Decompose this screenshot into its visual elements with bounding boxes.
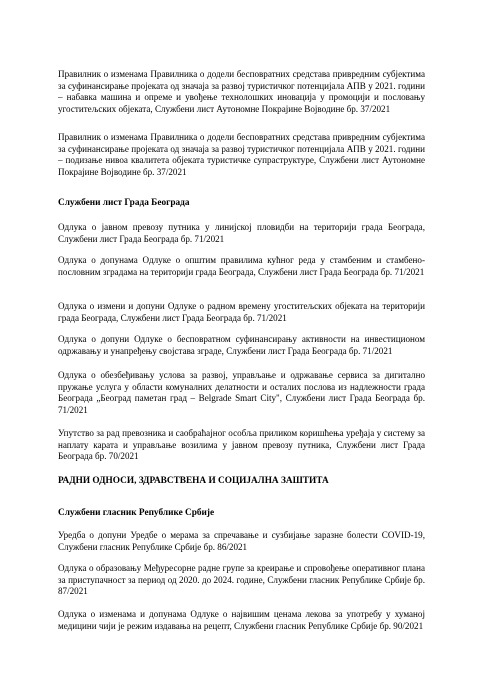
regulation-paragraph: Одлука о измени и допуни Одлуке о радном времену угоститељских објеката на територији града Београда, Службени лист Града Београда бр. 71/2021 <box>58 301 425 323</box>
section-subheading: Службени гласник Републике Србије <box>58 508 215 518</box>
section-subheading: Службени лист Града Београда <box>58 198 190 208</box>
regulation-paragraph: Одлука о допунама Одлуке о општим правилима кућног реда у стамбеним и стамбено-пословним зградама на територији града Београда, Службени лист Града Београда бр. 71/2021 <box>58 255 425 277</box>
section-heading: РАДНИ ОДНОСИ, ЗДРАВСТВЕНА И СОЦИЈАЛНА ЗАШТИТА <box>58 476 329 486</box>
regulation-paragraph: Одлука о допуни Одлуке о бесповратном суфинансирању активности на инвестиционом одржавању и унапређењу својстава зграде, Службени лист Града Београда бр. 71/2021 <box>58 334 425 356</box>
regulation-paragraph: Уредба о допуни Уредбе о мерама за спречавање и сузбијање заразне болести COVID-19, Службени гласник Републике Србије бр. 86/2021 <box>58 530 425 552</box>
regulation-paragraph: Упутство за рад превозника и саобраћајног особља приликом коришћења уређаја у систему за наплату карата и управљање возилима у јавном превозу путника, Службени лист Града Београда бр. 70/2021 <box>58 428 425 462</box>
regulation-paragraph: Одлука о обезбеђивању услова за развој, управљање и одржавање сервиса за дигитално пружање услуга у области комуналних делатности и осталих послова из надлежности града Београда „Београд паметан град – Belgrade Smart City", Службени лист Града Београда бр. 71/2021 <box>58 370 425 415</box>
regulation-paragraph: Правилник о изменама Правилника о додели бесповратних средстава привредним субјектима за суфинансирање пројеката од значаја за развој туристичког потенцијала АПВ у 2021. години – подизање нивоа квалитета објеката туристичке супраструктуре, Службени лист Аутономне Покрајине Војводине бр. 37/2021 <box>58 132 425 177</box>
regulation-paragraph: Одлука о образовању Међуресорне радне групе за креирање и спровођење оперативног плана за приступачност за период од 2020. до 2024. године, Службени гласник Републике Србије бр. 87/2021 <box>58 563 425 597</box>
regulation-paragraph: Правилник о изменама Правилника о додели бесповратних средстава привредним субјектима за суфинансирање пројеката од значаја за развој туристичког потенцијала АПВ у 2021. години – набавка машина и опреме и увођење технолошких иновација у промоцији и пословању угоститељских објеката, Службени лист Аутономне Покрајине Војводине бр. 37/2021 <box>58 69 425 114</box>
regulation-paragraph: Одлука о јавном превозу путника у линијској пловидби на територији града Београда, Службени лист Града Београда бр. 71/2021 <box>58 222 425 244</box>
regulation-paragraph: Одлука о изменама и допунама Одлуке о највишим ценама лекова за употребу у хуманој медицини чији је режим издавања на рецепт, Службени гласник Републике Србије бр. 90/2021 <box>58 609 425 631</box>
